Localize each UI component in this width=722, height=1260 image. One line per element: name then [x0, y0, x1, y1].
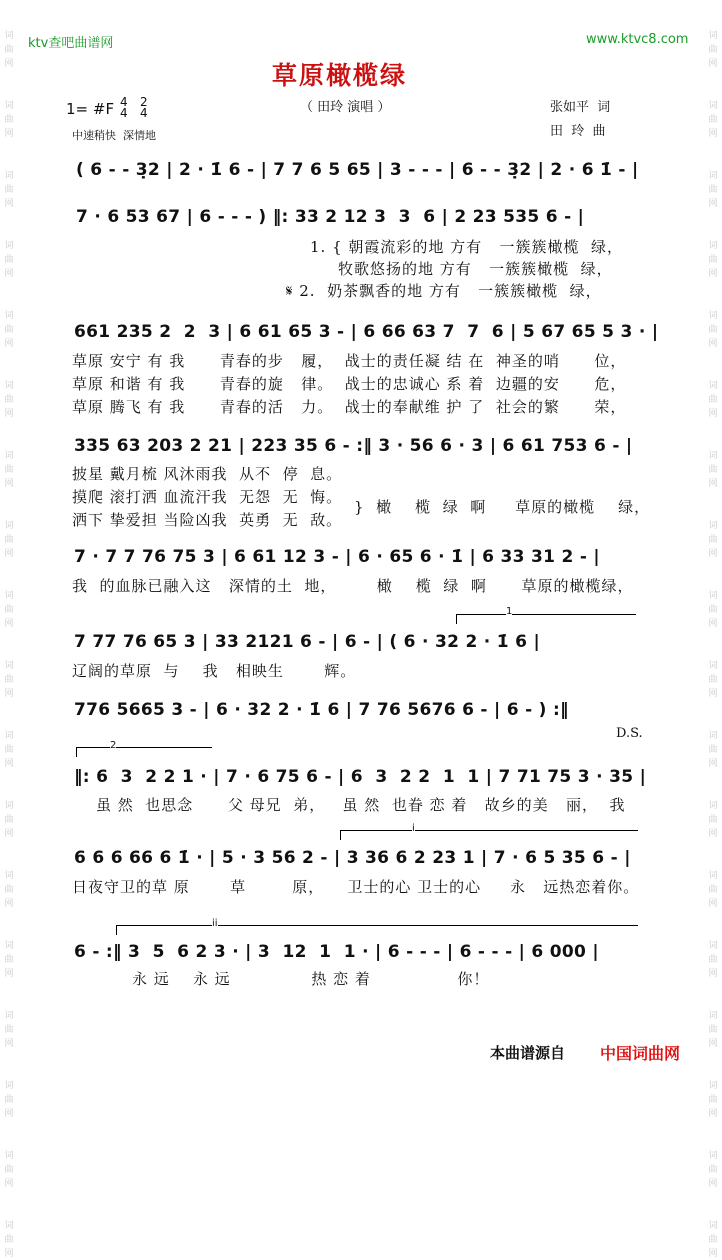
- watermark-char: 曲: [4, 885, 14, 895]
- lyricist-credit: 张如平 词: [550, 100, 611, 115]
- watermark-char: 曲: [4, 115, 14, 125]
- watermark-char: 词: [708, 451, 718, 461]
- volta-i-bracket-start: [340, 830, 341, 840]
- watermark-char: 网: [4, 619, 14, 629]
- watermark-char: 词: [4, 101, 14, 111]
- volta-ii-label: ii: [212, 918, 218, 929]
- watermark-char: 词: [4, 941, 14, 951]
- watermark-char: 曲: [4, 535, 14, 545]
- watermark-char: 词: [4, 381, 14, 391]
- watermark-char: 网: [708, 969, 718, 979]
- watermark-char: 曲: [708, 955, 718, 965]
- watermark-char: 曲: [4, 325, 14, 335]
- watermark-char: 网: [4, 969, 14, 979]
- line3-lyric-1: 草原 安宁 有 我 青春的步 履， 战士的责任凝 结 在 神圣的哨 位，: [72, 352, 627, 370]
- line4-lyric-3: 洒下 挚爱担 当险凶我 英勇 无 敌。: [72, 511, 343, 529]
- watermark-char: 词: [708, 31, 718, 41]
- watermark-char: 网: [708, 479, 718, 489]
- score-line-5: 7 · 7 7 76 75 3 | 6 61 12 3 - | 6 · 65 6 · 1̇ | 6 33 31 2 - |: [74, 547, 600, 567]
- watermark-char: 曲: [708, 815, 718, 825]
- score-line-1: ( 6 - - 3̣2 | 2 · 1̇ 6 - | 7 7 6 5 65 | 3 - - - | 6 - - 3̣2 | 2 · 6 1̇ - |: [76, 160, 639, 180]
- score-line-3: 661 235 2 2 3 | 6 61 65 3 - | 6 66 63 7 7 6 | 5 67 65 5 3 · |: [74, 322, 659, 342]
- watermark-char: 曲: [708, 885, 718, 895]
- watermark-char: 网: [708, 339, 718, 349]
- line4-lyric-1: 披星 戴月梳 风沐雨我 从不 停 息。: [72, 465, 343, 483]
- watermark-char: 词: [708, 1081, 718, 1091]
- watermark-char: 网: [4, 409, 14, 419]
- watermark-char: 曲: [4, 1165, 14, 1175]
- watermark-char: 网: [4, 479, 14, 489]
- watermark-char: 曲: [708, 1025, 718, 1035]
- watermark-char: 词: [4, 1151, 14, 1161]
- watermark-char: 词: [4, 451, 14, 461]
- watermark-char: 网: [4, 689, 14, 699]
- line3-lyric-3: 草原 腾飞 有 我 青春的活 力。 战士的奉献维 护 了 社会的繁 荣，: [72, 398, 627, 416]
- watermark-char: 词: [708, 871, 718, 881]
- watermark-char: 词: [4, 1081, 14, 1091]
- line4-chorus-lyric: } 橄 榄 绿 啊 草原的橄榄 绿，: [354, 498, 651, 516]
- watermark-char: 曲: [708, 1095, 718, 1105]
- watermark-char: 词: [708, 591, 718, 601]
- line6-lyric: 辽阔的草原 与 我 相映生 辉。: [72, 662, 357, 680]
- time-signature-1: 4 4: [120, 95, 128, 120]
- watermark-char: 网: [4, 899, 14, 909]
- watermark-char: 曲: [708, 115, 718, 125]
- volta-ii-bracket: [116, 925, 638, 926]
- watermark-char: 词: [708, 381, 718, 391]
- left-watermark: [2, 0, 16, 1260]
- watermark-char: 词: [4, 731, 14, 741]
- watermark-char: 词: [4, 1221, 14, 1231]
- watermark-char: 曲: [708, 255, 718, 265]
- watermark-char: 曲: [708, 675, 718, 685]
- watermark-char: 词: [708, 521, 718, 531]
- watermark-char: 网: [708, 409, 718, 419]
- watermark-char: 曲: [708, 325, 718, 335]
- watermark-char: 曲: [4, 1095, 14, 1105]
- source-brand-link[interactable]: 中国词曲网: [600, 1044, 681, 1063]
- watermark-char: 曲: [708, 395, 718, 405]
- watermark-char: 词: [708, 1221, 718, 1231]
- line9-lyric: 日夜守卫的草 原 草 原， 卫士的心 卫士的心 永 远热恋着你。: [72, 878, 640, 896]
- time-signature-2: 2 4: [140, 95, 148, 120]
- score-line-9: 6 6 6 66 6 1̇ · | 5 · 3 56 2 - | 3 36 6 2 23 1 | 7 · 6 5 35 6 - |: [74, 848, 631, 868]
- volta-1-label: 1: [506, 606, 513, 617]
- watermark-char: 曲: [708, 465, 718, 475]
- volta-1-bracket: [456, 614, 636, 615]
- watermark-char: 网: [4, 829, 14, 839]
- watermark-char: 词: [708, 941, 718, 951]
- volta-ii-bracket-start: [116, 925, 117, 935]
- watermark-char: 网: [708, 689, 718, 699]
- volta-2-label: 2: [110, 740, 117, 751]
- site-link-left[interactable]: ktv查吧曲谱网: [28, 36, 114, 51]
- watermark-char: 网: [708, 1179, 718, 1189]
- watermark-char: 词: [4, 871, 14, 881]
- right-watermark: [706, 0, 720, 1260]
- verse1-line-a: 1. { 朝霞流彩的地 方有 一簇簇橄榄 绿，: [310, 238, 624, 256]
- watermark-char: 网: [4, 1109, 14, 1119]
- watermark-char: 曲: [708, 745, 718, 755]
- composer-credit: 田 玲 曲: [550, 124, 606, 139]
- watermark-char: 曲: [4, 605, 14, 615]
- volta-2-bracket-start: [76, 747, 77, 757]
- watermark-char: 曲: [708, 535, 718, 545]
- watermark-char: 词: [708, 171, 718, 181]
- line3-lyric-2: 草原 和谐 有 我 青春的旋 律。 战士的忠诚心 系 着 边疆的安 危，: [72, 375, 627, 393]
- watermark-char: 词: [4, 801, 14, 811]
- watermark-char: 曲: [4, 745, 14, 755]
- watermark-char: 曲: [708, 185, 718, 195]
- tempo-marking: 中速稍快 深情地: [72, 129, 156, 142]
- volta-i-bracket: [340, 830, 638, 831]
- watermark-char: 网: [708, 1249, 718, 1259]
- source-label: 本曲谱源自: [490, 1044, 566, 1062]
- watermark-char: 词: [4, 591, 14, 601]
- watermark-char: 词: [4, 241, 14, 251]
- watermark-char: 曲: [4, 1235, 14, 1245]
- score-line-8: ‖: 6 3 2 2 1 · | 7 · 6 75 6 - | 6 3 2 2 1 1 | 7 71 75 3 · 35 |: [74, 767, 647, 787]
- line10-lyric: 永 远 永 远 热 恋 着 你！: [132, 970, 490, 988]
- line4-lyric-2: 摸爬 滚打洒 血流汗我 无怨 无 悔。: [72, 488, 343, 506]
- watermark-char: 词: [4, 311, 14, 321]
- watermark-char: 网: [4, 1249, 14, 1259]
- watermark-char: 曲: [4, 395, 14, 405]
- watermark-char: 词: [4, 171, 14, 181]
- verse2-line: 𝄋 2. 奶茶飘香的地 方有 一簇簇橄榄 绿，: [286, 282, 602, 300]
- volta-i-label: i: [412, 823, 415, 834]
- watermark-char: 曲: [4, 45, 14, 55]
- singer-credit: （ 田玲 演唱 ）: [300, 100, 391, 115]
- watermark-char: 曲: [708, 45, 718, 55]
- watermark-char: 词: [708, 241, 718, 251]
- watermark-char: 网: [708, 59, 718, 69]
- watermark-char: 网: [708, 759, 718, 769]
- score-line-7: 776 5665 3 - | 6 · 32 2 · 1̇ 6 | 7 76 5676 6 - | 6 - ) :‖: [74, 700, 569, 720]
- key-signature: 1= #F: [66, 100, 115, 118]
- watermark-char: 曲: [708, 605, 718, 615]
- watermark-char: 曲: [708, 1165, 718, 1175]
- dal-segno-mark: D.S.: [616, 726, 643, 741]
- line5-lyric: 我 的血脉已融入这 深情的土 地， 橄 榄 绿 啊 草原的橄榄绿，: [72, 577, 634, 595]
- watermark-char: 词: [4, 521, 14, 531]
- score-line-2: 7 · 6 53 67 | 6 - - - ) ‖: 33 2 12 3 3 6 | 2 23 535 6 - |: [76, 207, 585, 227]
- watermark-char: 词: [708, 101, 718, 111]
- watermark-char: 曲: [4, 465, 14, 475]
- watermark-char: 词: [708, 311, 718, 321]
- watermark-char: 网: [708, 899, 718, 909]
- watermark-char: 曲: [4, 185, 14, 195]
- watermark-char: 网: [4, 549, 14, 559]
- watermark-char: 曲: [4, 675, 14, 685]
- watermark-char: 网: [708, 619, 718, 629]
- watermark-char: 词: [4, 31, 14, 41]
- watermark-char: 网: [708, 829, 718, 839]
- watermark-char: 曲: [4, 1025, 14, 1035]
- watermark-char: 词: [708, 801, 718, 811]
- watermark-char: 词: [4, 661, 14, 671]
- site-link-right[interactable]: www.ktvc8.com: [586, 32, 689, 47]
- watermark-char: 网: [4, 199, 14, 209]
- song-title: 草原橄榄绿: [272, 61, 408, 90]
- verse1-line-b: 牧歌悠扬的地 方有 一簇簇橄榄 绿，: [338, 260, 613, 278]
- watermark-char: 曲: [4, 255, 14, 265]
- watermark-char: 网: [4, 59, 14, 69]
- watermark-char: 网: [708, 269, 718, 279]
- watermark-char: 网: [708, 549, 718, 559]
- watermark-char: 曲: [708, 1235, 718, 1245]
- watermark-char: 网: [4, 1039, 14, 1049]
- watermark-char: 词: [708, 1011, 718, 1021]
- score-line-6: 7 77 76 65 3 | 33 2121 6 - | 6 - | ( 6 · 32 2 · 1̇ 6 |: [74, 632, 540, 652]
- watermark-char: 网: [708, 199, 718, 209]
- watermark-char: 词: [708, 731, 718, 741]
- watermark-char: 曲: [4, 955, 14, 965]
- watermark-char: 词: [4, 1011, 14, 1021]
- watermark-char: 网: [4, 759, 14, 769]
- score-line-10: 6 - :‖ 3 5 6 2 3 · | 3 12 1 1 · | 6 - - - | 6 - - - | 6 000 |: [74, 942, 599, 962]
- volta-1-bracket-start: [456, 614, 457, 624]
- watermark-char: 词: [708, 661, 718, 671]
- watermark-char: 曲: [4, 815, 14, 825]
- watermark-char: 网: [4, 1179, 14, 1189]
- watermark-char: 网: [708, 129, 718, 139]
- watermark-char: 网: [4, 129, 14, 139]
- watermark-char: 词: [708, 1151, 718, 1161]
- watermark-char: 网: [4, 269, 14, 279]
- volta-2-bracket: [76, 747, 212, 748]
- watermark-char: 网: [708, 1039, 718, 1049]
- line8-lyric: 虽 然 也思念 父 母兄 弟， 虽 然 也眷 恋 着 故乡的美 丽， 我: [96, 796, 626, 814]
- score-line-4: 335 63 203 2 21 | 223 35 6 - :‖ 3 · 56 6 · 3 | 6 61 753 6 - |: [74, 436, 633, 456]
- watermark-char: 网: [4, 339, 14, 349]
- watermark-char: 网: [708, 1109, 718, 1119]
